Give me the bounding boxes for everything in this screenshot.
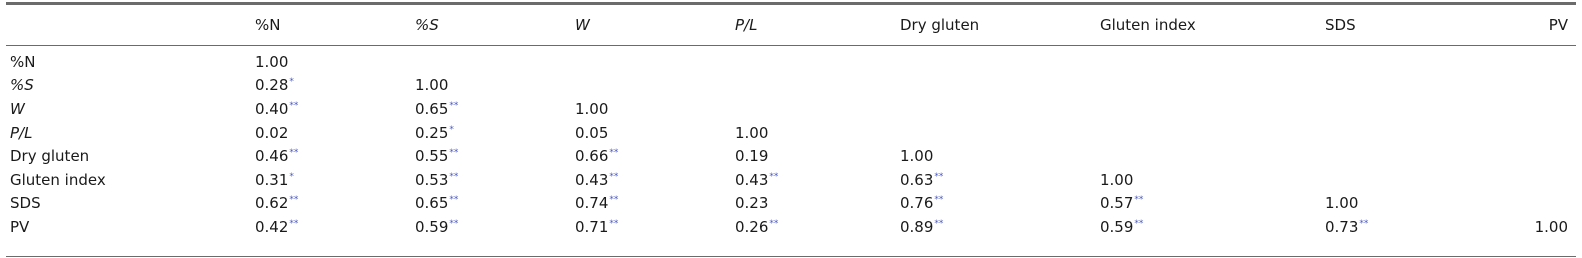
significance-marker: * xyxy=(449,124,454,135)
correlation-value: 0.63 xyxy=(900,170,934,189)
correlation-value: 0.76 xyxy=(900,194,934,213)
table-row xyxy=(10,168,1572,192)
correlation-cell xyxy=(900,74,1100,98)
correlation-value: 0.73 xyxy=(1325,217,1359,236)
correlation-value: 0.66 xyxy=(575,147,609,166)
significance-marker: ** xyxy=(769,171,779,182)
significance-marker: ** xyxy=(289,100,299,111)
significance-marker: ** xyxy=(449,218,459,229)
correlation-value: 0.05 xyxy=(575,123,609,142)
correlation-cell xyxy=(1100,74,1325,98)
correlation-cell xyxy=(735,144,900,168)
significance-marker: ** xyxy=(449,171,459,182)
correlation-cell xyxy=(1470,97,1572,121)
correlation-cell xyxy=(255,74,415,98)
correlation-value: 0.42 xyxy=(255,217,289,236)
table-row xyxy=(10,97,1572,121)
table-row xyxy=(10,44,1572,74)
row-label: %S xyxy=(10,76,34,95)
correlation-cell xyxy=(255,44,415,74)
significance-marker: * xyxy=(289,171,294,182)
correlation-cell xyxy=(735,44,900,74)
correlation-value: 1.00 xyxy=(900,147,934,166)
table-row xyxy=(10,215,1572,239)
row-label: SDS xyxy=(10,194,41,213)
correlation-cell xyxy=(1100,168,1325,192)
correlation-cell xyxy=(735,215,900,239)
correlation-cell xyxy=(575,121,735,145)
correlation-cell xyxy=(255,121,415,145)
correlation-cell xyxy=(735,121,900,145)
row-label: %N xyxy=(10,52,36,71)
significance-marker: ** xyxy=(609,218,619,229)
significance-marker: ** xyxy=(934,218,944,229)
correlation-cell xyxy=(1325,192,1470,216)
row-label: Gluten index xyxy=(10,170,106,189)
header-cell-s: %S xyxy=(415,16,439,34)
table-row xyxy=(10,192,1572,216)
correlation-cell xyxy=(575,144,735,168)
correlation-value: 0.53 xyxy=(415,170,449,189)
bottom-rule xyxy=(6,256,1576,257)
correlation-cell xyxy=(415,121,575,145)
correlation-cell xyxy=(415,215,575,239)
correlation-value: 0.89 xyxy=(900,217,934,236)
correlation-cell xyxy=(575,74,735,98)
top-rule xyxy=(6,2,1576,5)
correlation-cell xyxy=(415,192,575,216)
correlation-cell xyxy=(1325,168,1470,192)
header-cell-sds: SDS xyxy=(1325,16,1356,34)
correlation-cell xyxy=(415,168,575,192)
significance-marker: ** xyxy=(769,218,779,229)
significance-marker: ** xyxy=(1359,218,1369,229)
correlation-cell xyxy=(1100,144,1325,168)
correlation-value: 1.00 xyxy=(735,123,769,142)
correlation-cell xyxy=(900,44,1100,74)
correlation-cell xyxy=(1100,192,1325,216)
correlation-value: 0.57 xyxy=(1100,194,1134,213)
correlation-value: 0.46 xyxy=(255,147,289,166)
correlation-value: 0.25 xyxy=(415,123,449,142)
significance-marker: ** xyxy=(1134,218,1144,229)
significance-marker: ** xyxy=(449,100,459,111)
correlation-cell xyxy=(735,168,900,192)
header-cell-dry-gluten: Dry gluten xyxy=(900,16,980,34)
correlation-cell xyxy=(1100,44,1325,74)
correlation-cell xyxy=(735,192,900,216)
correlation-cell xyxy=(1470,168,1572,192)
row-label: Dry gluten xyxy=(10,147,90,166)
correlation-value: 0.28 xyxy=(255,76,289,95)
correlation-cell xyxy=(1325,144,1470,168)
correlation-cell xyxy=(575,215,735,239)
correlation-value: 0.62 xyxy=(255,194,289,213)
correlation-cell xyxy=(1470,215,1572,239)
correlation-cell xyxy=(1325,121,1470,145)
correlation-value: 0.74 xyxy=(575,194,609,213)
correlation-cell xyxy=(735,74,900,98)
correlation-cell xyxy=(415,44,575,74)
header-row xyxy=(10,6,1572,44)
significance-marker: ** xyxy=(934,171,944,182)
correlation-cell xyxy=(255,192,415,216)
correlation-cell xyxy=(900,168,1100,192)
correlation-cell xyxy=(1325,97,1470,121)
correlation-cell xyxy=(415,144,575,168)
correlation-cell xyxy=(900,215,1100,239)
correlation-cell xyxy=(1470,192,1572,216)
correlation-value: 1.00 xyxy=(1100,170,1134,189)
correlation-cell xyxy=(900,97,1100,121)
correlation-cell xyxy=(1325,215,1470,239)
correlation-cell xyxy=(1470,74,1572,98)
significance-marker: ** xyxy=(1134,195,1144,206)
correlation-value: 1.00 xyxy=(415,76,449,95)
significance-marker: ** xyxy=(609,148,619,159)
correlation-cell xyxy=(900,144,1100,168)
correlation-value: 1.00 xyxy=(255,52,289,71)
correlation-cell xyxy=(1100,121,1325,145)
correlation-value: 0.23 xyxy=(735,194,769,213)
correlation-cell xyxy=(900,192,1100,216)
correlation-cell xyxy=(575,97,735,121)
correlation-value: 0.26 xyxy=(735,217,769,236)
significance-marker: ** xyxy=(934,195,944,206)
significance-marker: ** xyxy=(289,218,299,229)
table-row xyxy=(10,121,1572,145)
correlation-cell xyxy=(255,97,415,121)
correlation-cell xyxy=(1470,44,1572,74)
correlation-cell xyxy=(575,44,735,74)
correlation-value: 0.59 xyxy=(1100,217,1134,236)
correlation-cell xyxy=(900,121,1100,145)
significance-marker: ** xyxy=(289,195,299,206)
significance-marker: ** xyxy=(449,148,459,159)
header-cell-pv: PV xyxy=(1548,16,1568,34)
correlation-value: 0.59 xyxy=(415,217,449,236)
correlation-cell xyxy=(1100,215,1325,239)
correlation-cell xyxy=(1470,121,1572,145)
row-label: PV xyxy=(10,217,30,236)
table-row xyxy=(10,144,1572,168)
correlation-value: 0.43 xyxy=(575,170,609,189)
significance-marker: * xyxy=(289,77,294,88)
header-cell-w: W xyxy=(575,16,590,34)
correlation-value: 1.00 xyxy=(1325,194,1359,213)
significance-marker: ** xyxy=(289,148,299,159)
significance-marker: ** xyxy=(609,195,619,206)
correlation-cell xyxy=(735,97,900,121)
correlation-value: 0.02 xyxy=(255,123,289,142)
table-body xyxy=(10,44,1572,239)
correlation-cell xyxy=(575,168,735,192)
significance-marker: ** xyxy=(609,171,619,182)
header-cell-gluten-index: Gluten index xyxy=(1100,16,1196,34)
correlation-cell xyxy=(575,192,735,216)
correlation-cell xyxy=(1470,144,1572,168)
correlation-value: 0.71 xyxy=(575,217,609,236)
correlation-cell xyxy=(1325,44,1470,74)
correlation-value: 0.65 xyxy=(415,99,449,118)
correlation-cell xyxy=(255,144,415,168)
correlation-value: 0.65 xyxy=(415,194,449,213)
correlation-matrix-table xyxy=(10,6,1572,239)
correlation-cell xyxy=(415,74,575,98)
correlation-value: 1.00 xyxy=(1534,217,1568,236)
correlation-value: 1.00 xyxy=(575,99,609,118)
correlation-cell xyxy=(415,97,575,121)
correlation-cell xyxy=(1325,74,1470,98)
correlation-value: 0.55 xyxy=(415,147,449,166)
correlation-value: 0.40 xyxy=(255,99,289,118)
correlation-value: 0.43 xyxy=(735,170,769,189)
correlation-cell xyxy=(1100,97,1325,121)
correlation-value: 0.19 xyxy=(735,147,769,166)
header-cell-pl: P/L xyxy=(735,16,758,34)
table-row xyxy=(10,74,1572,98)
significance-marker: ** xyxy=(449,195,459,206)
header-cell-n: %N xyxy=(255,16,281,34)
header-cell-corner xyxy=(10,6,255,44)
correlation-cell xyxy=(255,215,415,239)
row-label: P/L xyxy=(10,123,33,142)
correlation-value: 0.31 xyxy=(255,170,289,189)
correlation-cell xyxy=(255,168,415,192)
row-label: W xyxy=(10,99,25,118)
